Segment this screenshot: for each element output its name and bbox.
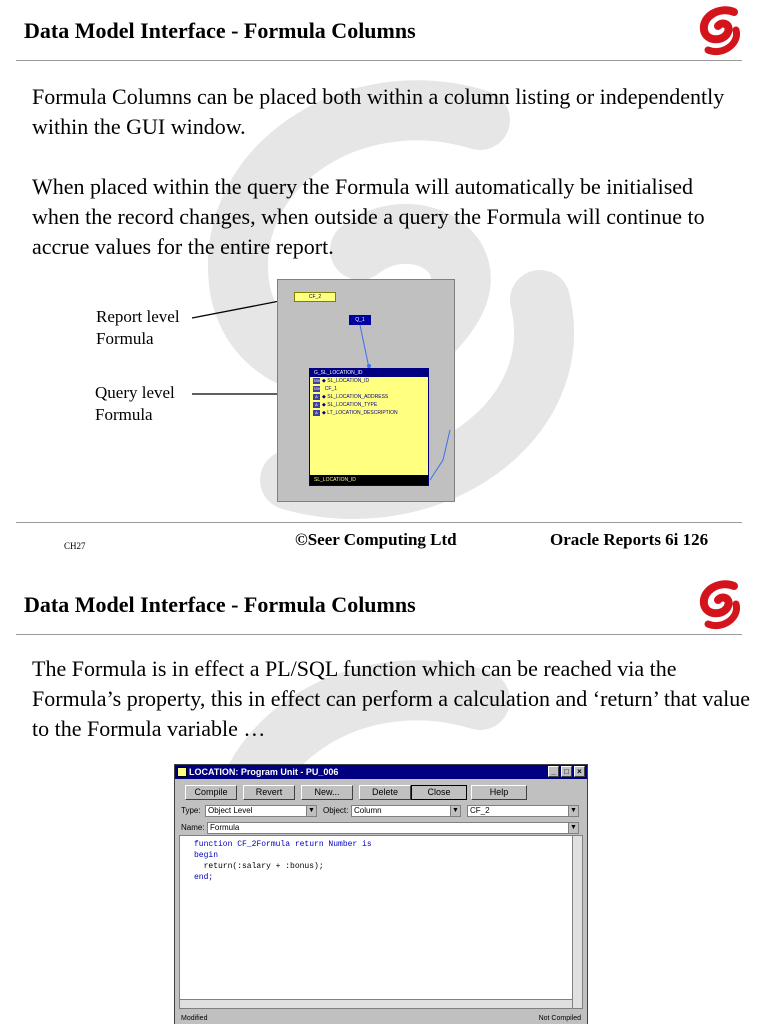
group-title: G_SL_LOCATION_ID <box>310 369 428 377</box>
window-app-icon <box>177 767 187 777</box>
group-footer: SL_LOCATION_ID <box>310 475 428 485</box>
body-paragraph: The Formula is in effect a PL/SQL function which can be reached via the Formula’s property, this in effect can perform a calculation and ‘return’ that value to the Formula variable … <box>32 656 750 741</box>
chevron-down-icon: ▼ <box>568 823 578 833</box>
code-editor[interactable]: function CF_2Formula return Number is begin return(:salary + :bonus); end; <box>179 835 583 1009</box>
body-paragraph: Formula Columns can be placed both within a column listing or independently within the GUI window. <box>32 84 725 139</box>
object-label: Object: <box>323 806 349 815</box>
body-paragraph: When placed within the query the Formula will automatically be initialised when the record changes, when outside a query the Formula will continue to accrue values for the entire report. <box>32 174 705 259</box>
slide-title: Data Model Interface - Formula Columns <box>24 592 416 617</box>
copyright: ©Seer Computing Ltd <box>295 530 457 549</box>
query-box: Q_1 <box>349 315 371 325</box>
object-select[interactable]: Column ▼ <box>351 805 461 817</box>
type-select[interactable]: Object Level ▼ <box>205 805 317 817</box>
type-label: Type: <box>181 806 201 815</box>
group-item: A ◆ SL_LOCATION_ADDRESS <box>310 393 428 401</box>
slide-title: Data Model Interface - Formula Columns <box>24 18 416 43</box>
seer-logo-icon <box>694 578 746 630</box>
status-compiled: Not Compiled <box>538 1015 581 1022</box>
minimize-icon[interactable]: _ <box>548 766 559 777</box>
group-box <box>309 368 429 486</box>
annotation-query-level: Query level Formula <box>95 383 175 424</box>
name-label: Name: <box>181 823 205 832</box>
window-titlebar[interactable] <box>175 765 587 779</box>
horizontal-scrollbar[interactable] <box>179 999 573 1009</box>
group-item: A ◆ LT_LOCATION_DESCRIPTION <box>310 409 428 417</box>
footer-divider <box>16 522 742 523</box>
close-button[interactable]: Close <box>411 785 467 800</box>
group-item: 789 CF_1 <box>313 386 338 392</box>
new-button[interactable]: New... <box>301 785 353 800</box>
vertical-scrollbar[interactable] <box>572 836 582 1008</box>
annotation-report-level: Report level Formula <box>96 307 180 348</box>
name-select[interactable]: Formula ▼ <box>207 822 579 834</box>
formula-column-box: CF_2 <box>294 292 336 302</box>
maximize-icon[interactable]: □ <box>561 766 572 777</box>
group-item: 789 ◆ SL_LOCATION_ID <box>313 378 370 384</box>
compile-button[interactable]: Compile <box>185 785 237 800</box>
window-title: LOCATION: Program Unit - PU_006 <box>189 767 339 777</box>
chapter-label: CH27 <box>64 541 86 551</box>
slide-2 <box>0 574 768 1024</box>
chevron-down-icon: ▼ <box>306 806 316 816</box>
chevron-down-icon: ▼ <box>450 806 460 816</box>
data-model-screenshot <box>277 279 455 502</box>
title-divider <box>16 634 742 635</box>
column-select[interactable]: CF_2 ▼ <box>467 805 579 817</box>
status-bar <box>177 1014 585 1024</box>
program-unit-window <box>174 764 588 1024</box>
chevron-down-icon: ▼ <box>568 806 578 816</box>
status-modified: Modified <box>181 1015 208 1022</box>
help-button[interactable]: Help <box>471 785 527 800</box>
group-item: A ◆ SL_LOCATION_TYPE <box>310 401 428 409</box>
close-window-icon[interactable]: × <box>574 766 585 777</box>
revert-button[interactable]: Revert <box>243 785 295 800</box>
product-page: Oracle Reports 6i 126 <box>550 530 709 549</box>
delete-button[interactable]: Delete <box>359 785 411 800</box>
